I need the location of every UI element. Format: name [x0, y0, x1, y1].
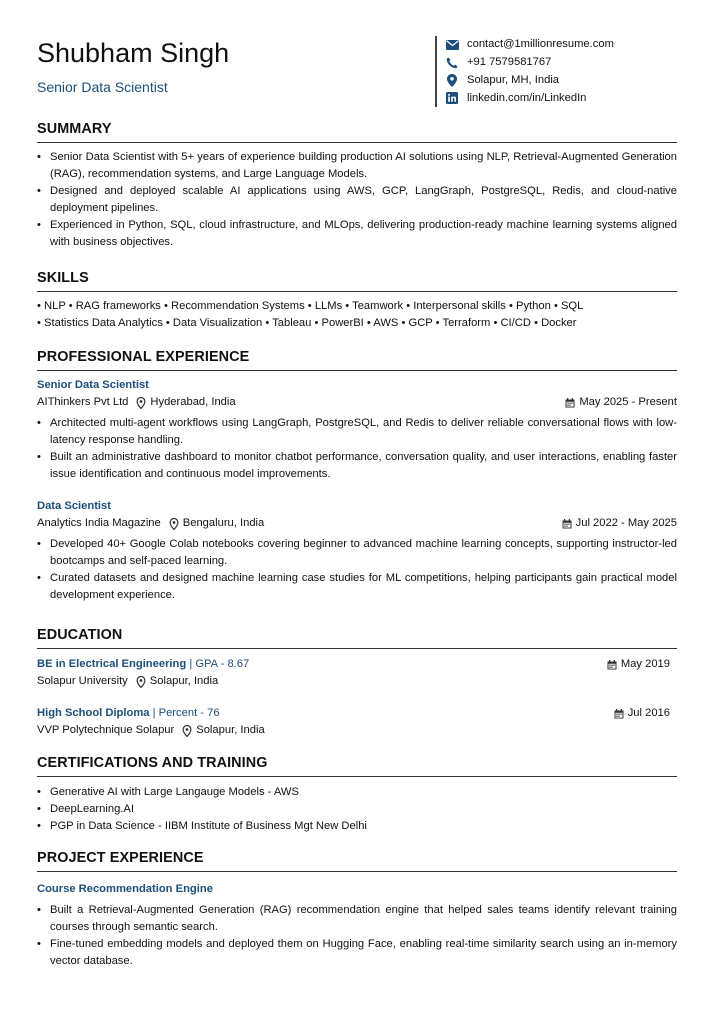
job-location: Hyderabad, India — [150, 396, 236, 408]
calendar-icon — [562, 519, 572, 529]
job-dates: Jul 2022 - May 2025 — [575, 517, 677, 529]
skills-section — [37, 269, 677, 332]
job-meta — [37, 515, 677, 532]
job-entry — [37, 498, 677, 604]
summary-item: • Experienced in Python, SQL, cloud infrastructure, and MLOps, delivering production-ready machine learning systems aligned with business objectives. — [37, 217, 677, 251]
linkedin-icon — [445, 92, 459, 105]
contact-linkedin-text: linkedin.com/in/LinkedIn — [467, 91, 587, 104]
skills-list — [37, 298, 677, 332]
calendar-icon — [614, 709, 624, 719]
certification-item: • Generative AI with Large Langauge Models - AWS — [37, 784, 677, 801]
certification-item: • DeepLearning.AI — [37, 801, 677, 818]
projects-section — [37, 849, 677, 970]
candidate-name: Shubham Singh — [37, 38, 230, 68]
contact-phone[interactable] — [445, 54, 614, 72]
experience-section — [37, 348, 677, 604]
education-entry — [37, 705, 677, 739]
job-bullet: • Curated datasets and designed machine learning case studies for ML competitions, helping participants gain practical model development experience. — [37, 570, 677, 604]
education-location: Solapur, India — [196, 724, 265, 736]
job-bullet: • Built an administrative dashboard to monitor chatbot performance, conversation quality, and user interactions, enabling faster issue identification and continuous model improvements. — [37, 449, 677, 483]
education-entry — [37, 656, 677, 690]
education-degree: High School Diploma | Percent - 76 — [37, 707, 220, 719]
education-degree: BE in Electrical Engineering | GPA - 8.67 — [37, 658, 250, 670]
education-section — [37, 626, 677, 739]
map-pin-icon — [169, 518, 179, 530]
contact-location-text: Solapur, MH, India — [467, 73, 560, 86]
project-bullets — [37, 902, 677, 970]
resume-page — [37, 0, 677, 967]
contact-email-text: contact@1millionresume.com — [467, 38, 614, 51]
certifications-heading: CERTIFICATIONS AND TRAINING — [37, 754, 677, 777]
summary-heading: SUMMARY — [37, 120, 677, 143]
job-role: Data Scientist — [37, 500, 111, 512]
certification-item: • PGP in Data Science - IIBM Institute of Business Mgt New Delhi — [37, 818, 677, 835]
education-date: Jul 2016 — [627, 707, 670, 719]
contact-phone-text: +91 7579581767 — [467, 56, 552, 69]
phone-icon — [445, 56, 459, 69]
job-company: AIThinkers Pvt Ltd — [37, 396, 129, 408]
job-bullets — [37, 415, 677, 483]
summary-section — [37, 120, 677, 251]
job-bullet: • Developed 40+ Google Colab notebooks covering beginner to advanced machine learning concepts, supporting instructor-led bootcamps and self-paced learning. — [37, 536, 677, 570]
contact-email[interactable] — [445, 36, 614, 54]
contact-linkedin[interactable] — [445, 89, 614, 107]
job-dates: May 2025 - Present — [579, 396, 677, 408]
experience-heading: PROFESSIONAL EXPERIENCE — [37, 348, 677, 371]
contact-block — [435, 36, 614, 107]
calendar-icon — [565, 398, 575, 408]
skills-line: • Statistics Data Analytics • Data Visualization • Tableau • PowerBI • AWS • GCP • Terraform • CI/CD • Docker — [37, 317, 577, 329]
job-company: Analytics India Magazine — [37, 517, 161, 529]
certifications-section — [37, 754, 677, 835]
map-pin-icon — [445, 74, 459, 87]
project-name: Course Recommendation Engine — [37, 883, 213, 895]
education-location: Solapur, India — [149, 675, 219, 687]
education-school: Solapur University — [37, 675, 128, 687]
contact-location — [445, 72, 614, 90]
certifications-list — [37, 784, 677, 835]
job-role: Senior Data Scientist — [37, 379, 149, 391]
skills-heading: SKILLS — [37, 269, 677, 292]
summary-item: • Senior Data Scientist with 5+ years of experience building production AI solutions using NLP, Retrieval-Augmented Generation (RAG), recommendation systems, and Large Language Models. — [37, 149, 677, 183]
summary-list — [37, 149, 677, 251]
job-entry — [37, 377, 677, 483]
envelope-icon — [445, 38, 459, 51]
summary-item: • Designed and deployed scalable AI applications using AWS, GCP, LangGraph, PostgreSQL, Redis, and cloud-native deployment pipelines. — [37, 183, 677, 217]
job-meta — [37, 394, 677, 411]
job-bullets — [37, 536, 677, 604]
calendar-icon — [607, 660, 617, 670]
project-bullet: • Fine-tuned embedding models and deployed them on Hugging Face, enabling real-time similarity search using an in-memory vector database. — [37, 936, 677, 970]
map-pin-icon — [136, 397, 146, 409]
education-date: May 2019 — [620, 658, 670, 670]
job-location: Bengaluru, India — [182, 517, 265, 529]
skills-line: • NLP • RAG frameworks • Recommendation Systems • LLMs • Teamwork • Interpersonal skills • Python • SQL — [37, 300, 584, 312]
map-pin-icon — [136, 676, 146, 688]
education-school: VVP Polytechnique Solapur — [37, 724, 175, 736]
projects-heading: PROJECT EXPERIENCE — [37, 849, 677, 872]
project-bullet: • Built a Retrieval-Augmented Generation (RAG) recommendation engine that helped sales teams identify relevant training courses through semantic search. — [37, 902, 677, 936]
map-pin-icon — [182, 725, 192, 737]
job-bullet: • Architected multi-agent workflows using LangGraph, PostgreSQL, and Redis to deliver reliable conversational flows with low-latency response handling. — [37, 415, 677, 449]
education-heading: EDUCATION — [37, 626, 677, 649]
resume-header — [37, 0, 677, 118]
candidate-title: Senior Data Scientist — [37, 79, 168, 95]
